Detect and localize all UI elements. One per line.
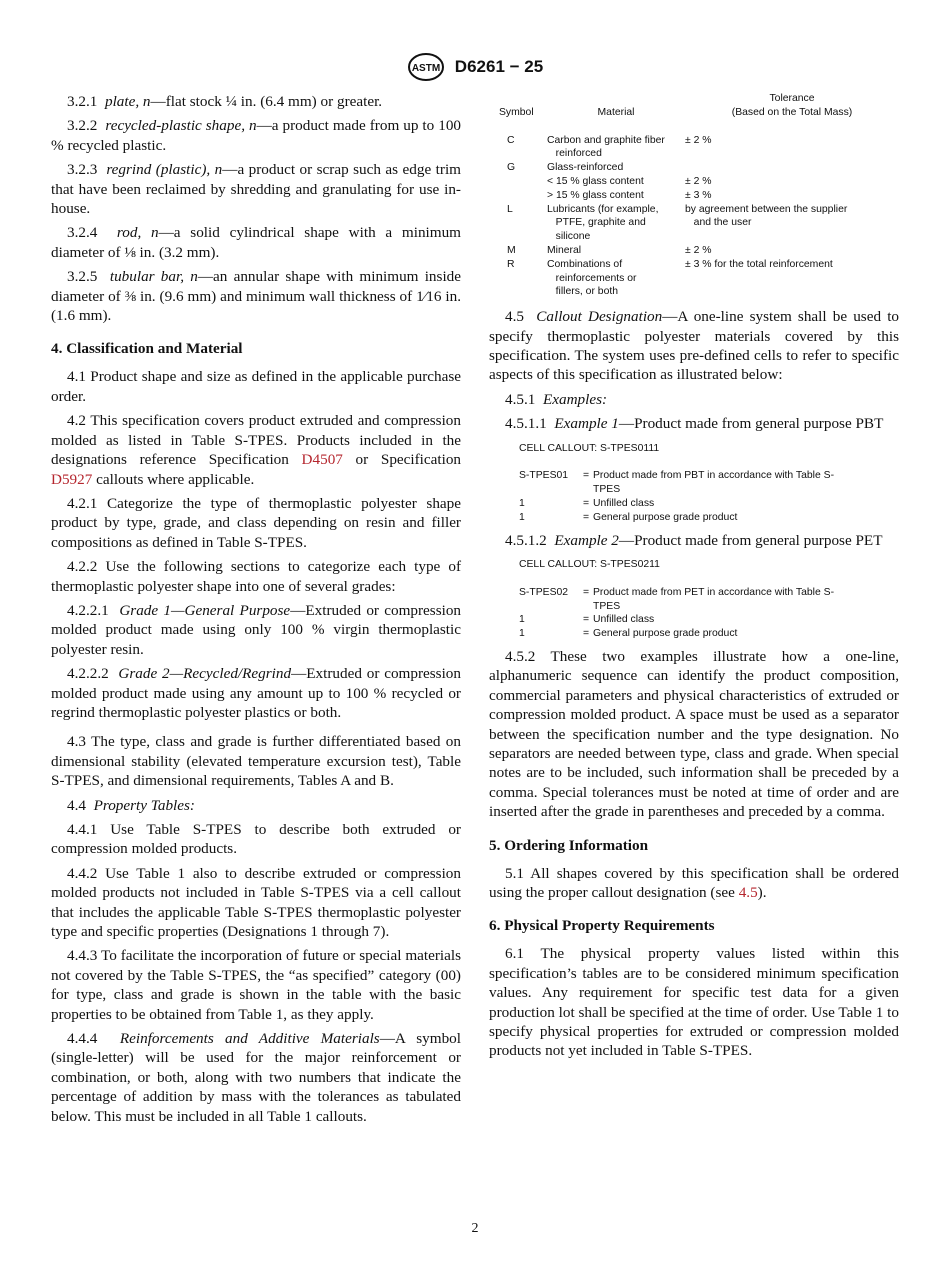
tol-material: < 15 % glass content	[547, 175, 644, 187]
para-4-2-2-1: 4.2.2.1 Grade 1—General Purpose—Extruded or compression molded product made using only 100 % virgin thermoplastic polyester resin.	[51, 601, 462, 658]
page-header	[0, 52, 950, 82]
para-4-2-1: 4.2.1 Categorize the type of thermoplastic polyester shape product by type, grade, and class depending on resin and filler compositions as defined in Table S-TPES.	[51, 494, 461, 551]
callout-row	[519, 586, 899, 614]
tolerance-row	[489, 258, 899, 272]
ref-d5927-link[interactable]: D5927	[51, 470, 93, 488]
tol-material: Glass-reinforced	[547, 162, 624, 174]
callout-symbol: 1	[519, 614, 525, 626]
callout-row	[519, 627, 899, 641]
callout-description: General purpose grade product	[593, 511, 738, 523]
tol-symbol: R	[507, 258, 515, 270]
tol-material: silicone	[547, 231, 591, 243]
tol-material: reinforced	[547, 148, 602, 160]
para-4-5-1: 4.5.1 Examples:	[505, 390, 608, 408]
tolerance-table-header	[489, 106, 899, 120]
tol-value	[685, 147, 899, 161]
col-tolerance-header: Tolerance	[769, 93, 815, 104]
tol-symbol: M	[507, 244, 516, 256]
section-6-heading: 6. Physical Property Requirements	[489, 917, 715, 935]
tolerance-row	[489, 203, 899, 217]
tol-material: Carbon and graphite fiber	[547, 134, 665, 146]
col-tolerance-basis-header: (Based on the Total Mass)	[731, 106, 853, 118]
para-4-4-3: 4.4.3 To facilitate the incorporation of future or special materials not covered by the Table S-TPES, the “as specified” category (00) for type, class and grade is shown in the table with the basic properties to be obtained from Table 1, as they apply.	[51, 947, 461, 1023]
tol-material: > 15 % glass content	[547, 189, 644, 201]
para-4-5-2: 4.5.2 These two examples illustrate how a one-line, alphanumeric sequence can identify the product composition, commercial parameters and physical characteristics of extruded or compression molded product. A space must be used as a separator between the specification number and the type designation. No separators are needed between type, class and grade. When special notes are to be included, such information shall be preceded by a comma. Special tolerances must be noted at time of order and are inserted after the grade in parentheses and preceded by a comma.	[489, 647, 899, 821]
ref-d4507-link[interactable]: D4507	[301, 451, 343, 469]
col-symbol-header: Symbol	[499, 106, 534, 118]
tolerance-row	[489, 272, 899, 286]
para-4-4-4: 4.4.4 Reinforcements and Additive Materials—A symbol (single-letter) will be used for the major reinforcement or combination, or both, along with two numbers that indicate the percentage of addition by mass with the tolerances as tabulated below. This must be included in all Table 1 callouts.	[51, 1030, 461, 1125]
example-1-callout-code: CELL CALLOUT: S-TPES0111	[519, 442, 660, 454]
tol-symbol	[489, 147, 547, 161]
tol-value	[685, 285, 899, 299]
tolerance-row	[489, 134, 899, 148]
tol-value: ± 2 %	[685, 134, 712, 146]
para-3-2-4: 3.2.4 rod, n—a solid cylindrical shape with a minimum diameter of ⅛ in. (3.2 mm).	[51, 224, 461, 261]
callout-description: General purpose grade product	[593, 628, 738, 640]
tolerance-row	[489, 175, 899, 189]
tolerance-row	[489, 189, 899, 203]
callout-equals: =	[582, 628, 590, 640]
para-4-5-1-2: 4.5.1.2 Example 2—Product made from general purpose PET	[505, 531, 883, 549]
para-3-2-3: 3.2.3 regrind (plastic), n—a product or scrap such as edge trim that have been reclaimed by shredding and granulating for use in-house.	[51, 161, 461, 218]
tol-material: PTFE, graphite and	[547, 217, 646, 229]
para-3-2-2: 3.2.2 recycled-plastic shape, n—a product made from up to 100 % recycled plastic.	[51, 117, 462, 154]
tol-value: by agreement between the supplier	[685, 203, 848, 215]
para-4-2-2: 4.2.2 Use the following sections to categorize each type of thermoplastic polyester shape into one of several grades:	[51, 558, 461, 595]
callout-symbol: 1	[519, 628, 525, 640]
right-column	[489, 92, 899, 1066]
example-2-callout-code: CELL CALLOUT: S-TPES0211	[519, 558, 660, 570]
callout-equals: =	[582, 511, 590, 523]
tol-value: ± 3 %	[685, 189, 712, 201]
tol-symbol	[489, 175, 547, 189]
tol-value: ± 2 %	[685, 244, 712, 256]
para-4-5: 4.5 Callout Designation—A one-line system shall be used to specify thermoplastic polyester materials covered by this specification. The system uses pre-defined cells to refer to specific aspects of this specification as illustrated below:	[489, 308, 900, 384]
callout-symbol: 1	[519, 511, 525, 523]
callout-equals: =	[582, 586, 590, 598]
tol-value	[685, 161, 899, 175]
callout-symbol: S-TPES02	[519, 586, 569, 598]
section-4-heading: 4. Classification and Material	[51, 340, 243, 358]
section-5-heading: 5. Ordering Information	[489, 836, 649, 854]
tol-symbol: L	[507, 203, 513, 215]
tol-symbol	[489, 230, 547, 244]
tol-value: and the user	[685, 217, 752, 229]
para-4-1: 4.1 Product shape and size as defined in the applicable purchase order.	[51, 368, 461, 405]
tol-material: Mineral	[547, 244, 582, 256]
example-2-callout	[519, 558, 899, 641]
para-4-3: 4.3 The type, class and grade is further differentiated based on dimensional stability (elevated temperature excursion test), Table S-TPES, and dimensional requirements, Tables A and B.	[51, 733, 461, 790]
para-4-5-1-1: 4.5.1.1 Example 1—Product made from general purpose PBT	[505, 415, 884, 433]
callout-description: Unfilled class	[593, 497, 655, 509]
para-4-2-2-2: 4.2.2.2 Grade 2—Recycled/Regrind—Extruded or compression molded product made using any amount up to 100 % recycled or regrind thermoplastic polyester plastics or both.	[51, 665, 461, 721]
callout-description: Unfilled class	[593, 614, 655, 626]
page-number: 2	[471, 1221, 479, 1236]
tol-material: reinforcements or	[547, 272, 637, 284]
callout-row	[519, 613, 899, 627]
tol-symbol	[489, 272, 547, 286]
para-6-1: 6.1 The physical property values listed within this specification’s tables are to be considered minimum specification values. Any requirement for specific test data for a given production lot shall be specified at the time of order. Use Table 1 to specify physical properties for extruded or compression molded products not yet included in Table S-TPES.	[489, 945, 899, 1060]
para-5-1: 5.1 All shapes covered by this specification shall be ordered using the proper callout designation (see 4.5).	[489, 864, 899, 902]
tol-symbol	[489, 216, 547, 230]
tolerance-row	[489, 161, 899, 175]
tol-value: ± 3 % for the total reinforcement	[685, 258, 833, 270]
svg-text:ASTM: ASTM	[411, 63, 440, 74]
callout-symbol: S-TPES01	[519, 470, 569, 482]
tol-symbol: G	[507, 162, 516, 174]
tol-symbol: C	[507, 134, 515, 146]
para-4-2: 4.2 This specification covers product extruded and compression molded as listed in Table S-TPES. Products included in the designations reference Specification D4507 or Specification D5927 callouts where applicable.	[51, 412, 462, 488]
callout-equals: =	[582, 470, 590, 482]
tol-material: Lubricants (for example,	[547, 203, 659, 215]
tolerance-table	[489, 92, 899, 299]
tol-value: ± 2 %	[685, 175, 712, 187]
para-4-4-2: 4.4.2 Use Table 1 also to describe extruded or compression molded products not included in Table S-TPES via a cell callout that includes the applicable Table S-TPES thermoplastic polyester type and specific properties (Designations 1 through 7).	[51, 864, 461, 941]
tol-material: fillers, or both	[547, 286, 619, 298]
tol-material: Combinations of	[547, 258, 623, 270]
tolerance-row	[489, 230, 899, 244]
doc-number: D6261 − 25	[454, 57, 544, 76]
callout-row	[519, 469, 899, 497]
callout-row	[519, 511, 899, 525]
tol-symbol	[489, 189, 547, 203]
tolerance-row	[489, 216, 899, 230]
tol-symbol	[489, 285, 547, 299]
para-3-2-1: 3.2.1 plate, n—flat stock ¼ in. (6.4 mm) or greater.	[67, 93, 383, 110]
para-4-4: 4.4 Property Tables:	[67, 796, 195, 814]
left-column	[51, 92, 461, 1131]
callout-equals: =	[582, 497, 590, 509]
callout-equals: =	[582, 614, 590, 626]
tol-value	[685, 230, 899, 244]
para-3-2-5: 3.2.5 tubular bar, n—an annular shape with minimum inside diameter of ⅜ in. (9.6 mm) and minimum wall thickness of 1⁄16 in. (1.6 mm).	[51, 268, 461, 325]
example-1-callout	[519, 442, 899, 525]
tolerance-row	[489, 244, 899, 258]
col-material-header: Material	[597, 106, 635, 118]
tolerance-row	[489, 147, 899, 161]
tolerance-table-header-top	[489, 92, 899, 106]
tol-value	[685, 272, 899, 286]
callout-symbol: 1	[519, 497, 525, 509]
ref-4-5-link[interactable]: 4.5	[738, 884, 758, 902]
para-4-4-1: 4.4.1 Use Table S-TPES to describe both extruded or compression molded products.	[51, 821, 461, 858]
callout-description: Product made from PBT in accordance with Table S-TPES	[593, 470, 835, 496]
callout-row	[519, 497, 899, 511]
callout-description: Product made from PET in accordance with Table S-TPES	[593, 586, 835, 612]
tolerance-row	[489, 285, 899, 299]
astm-logo-icon	[407, 52, 445, 82]
